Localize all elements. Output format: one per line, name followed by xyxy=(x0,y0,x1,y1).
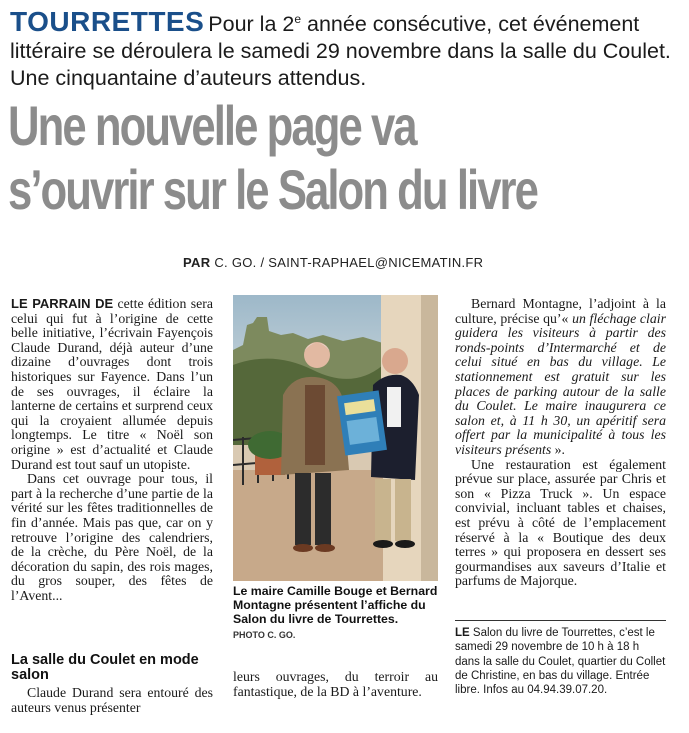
photo-caption: Le maire Camille Bouge et Bernard Montagne présentent l’affiche du Salon du livre de Tourrettes. xyxy=(233,584,438,626)
location-tag: TOURRETTES xyxy=(10,6,205,38)
column-2-bottom xyxy=(233,670,438,699)
lead-in: LE PARRAIN DE xyxy=(11,296,114,311)
paragraph-1 xyxy=(11,297,213,472)
paragraph-3: Claude Durand sera entouré des auteurs venus présenter xyxy=(11,685,213,715)
paragraph-4 xyxy=(455,297,666,458)
column-1-bottom xyxy=(11,686,213,715)
kicker-text-2: année consécutive, cet événement littéraire se déroulera le samedi 29 novembre dans la salle du Coulet. Une cinquantaine d’auteurs attendus. xyxy=(10,12,671,91)
column-3 xyxy=(455,297,666,589)
kicker-sup: e xyxy=(294,12,302,26)
byline-author: C. GO. / SAINT-RAPHAEL@NICEMATIN.FR xyxy=(214,255,484,270)
kicker xyxy=(10,6,682,92)
paragraph-3-continued: leurs ouvrages, du terroir au fantastique, de la BD à l’aventure. xyxy=(233,669,438,699)
subheading: La salle du Coulet en mode salon xyxy=(11,652,199,683)
paragraph-2: Dans cet ouvrage pour tous, il part à la recherche d’une partie de la vérité sur les fêtes traditionnelles de fin d’année. Mais pas que, car on y retrouve l’origine des calendriers, de la crèche, du Père Noël, de la décoration du sapin, des rois mages, du gros souper, des fêtes de l’Avent... xyxy=(11,471,213,603)
paragraph-1-text: cette édition sera celui qui fut à l’origine de cette belle initiative, l’écrivain Fayençois Claude Durand, déjà auteur d’une dizaine d’ouvrages dont trois historiques sur Fayence. Dans l’un de ses ouvrages, il éclaire la lanterne de certains et surprend ceux qui la croyaient allumée depuis longtemps. Le titre « Noël son origine » est d’actualité et Claude Durand est tout sauf un utopiste. xyxy=(11,296,213,472)
paragraph-4-b: ». xyxy=(551,441,565,457)
photo-credit: PHOTO C. GO. xyxy=(233,630,296,640)
kicker-text-1: Pour la 2 xyxy=(208,12,295,37)
info-box xyxy=(455,620,666,697)
paragraph-4-a: Bernard Montagne, l’adjoint à la culture, précise qu’« xyxy=(455,296,666,326)
headline xyxy=(8,94,535,222)
article-photo xyxy=(233,295,438,581)
paragraph-4-quote: un fléchage clair guidera les visiteurs à partir des ronds-points d’Intermarché et de celui situé en bas du village. Le stationnement est gratuit sur les places de parking autour de la salle du Coulet. Le maire inaugurera ce salon et, à 11 h 30, un apéritif sera offert par la municipalité à tous les visiteurs présents xyxy=(455,310,666,457)
info-box-text: Salon du livre de Tourrettes, c’est le samedi 29 novembre de 10 h à 18 h dans la salle du Coulet, quartier du Collet de Christine, en bas du village. Entrée libre. Infos au 04.94.39.07.20. xyxy=(455,627,666,697)
paragraph-5: Une restauration est également prévue sur place, assurée par Chris et son « Pizza Truck ». Un espace convivial, incluant tables et chaises, est prévu à côté de l’emplacement réservé à la « Boutique des deux terres » qui proposera en dessert ses gourmandises aux saveurs d’Italie et parfums de Majorque. xyxy=(455,456,666,589)
byline xyxy=(183,255,483,270)
info-box-lead: LE xyxy=(455,627,470,639)
headline-line-2: s’ouvrir sur le Salon du livre xyxy=(8,158,537,221)
column-1 xyxy=(11,297,213,603)
headline-line-1: Une nouvelle page va xyxy=(8,94,416,157)
byline-par: PAR xyxy=(183,255,211,270)
